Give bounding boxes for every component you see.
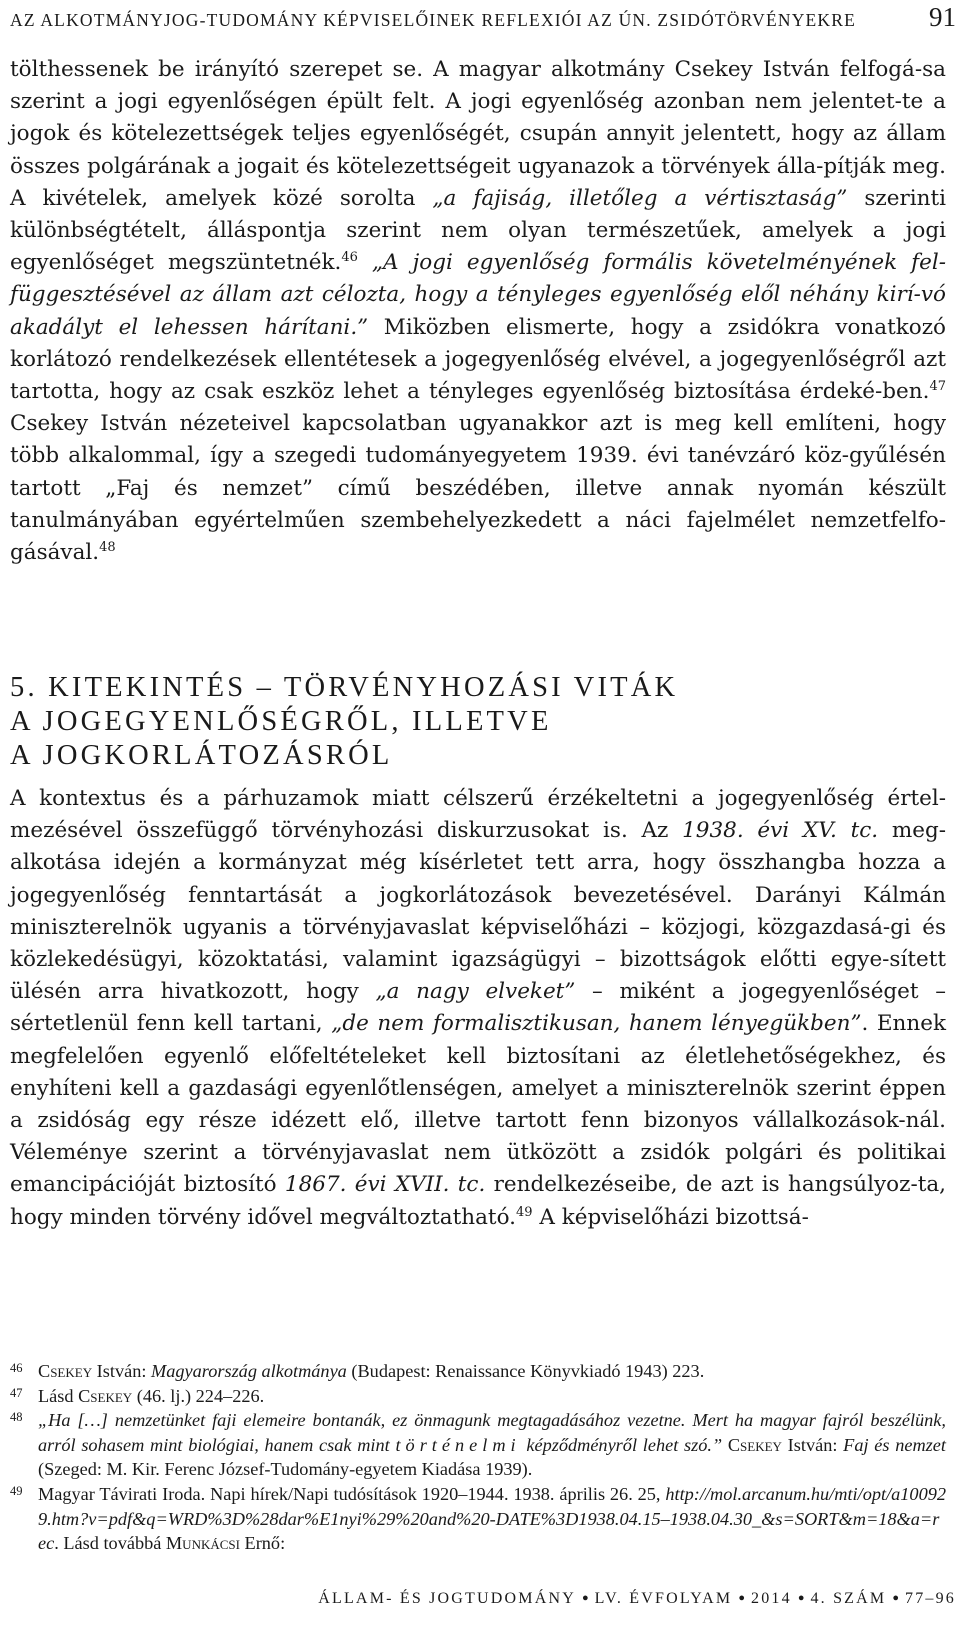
text-run: (Szeged: M. Kir. Ferenc József-Tudomány-egyetem Kiadása 1939). [38,1459,533,1480]
text-run: meg-alkotása idején a kormányzat még kísérletet tett arra, hogy összhangba hozza a jogegyenlőség fenntartását a jogkorlátozások bevezetésével. Darányi Kálmán miniszterelnök ugyanis a törvényjavaslat képviselőházi – közjogi, közgazdasá-gi és közlekedésügyi, közoktatási, valamint igazságügyi – bizottságok előtti egye-sített ülésén arra hivatkozott, hogy [10,818,946,1005]
author-name: Csekey [78,1385,133,1406]
footnote-ref-47[interactable]: 47 [929,379,946,395]
text-run: tölthessenek be irányító szerepet se. A magyar alkotmány Csekey István felfogá-sa szerint a jogi egyenlőségen épült felt. A jogi egyenlőség azonban nem jelentet-te a jogok és kötelezettségek teljes egyenlőségét, csupán annyit jelentett, hogy az állam összes polgárának a jogait és kötelezettségeit ugyanazok a törvények álla-pítják meg. A kivételek, amelyek közé sorolta [10,57,946,211]
footnote-49 [10,1482,946,1556]
footnote-48 [10,1408,946,1482]
author-name: Csekey [727,1434,782,1455]
body-paragraph-1 [10,54,946,569]
text-run: Csekey István nézeteivel kapcsolatban ugyanakkor azt is meg kell említeni, hogy több alkalommal, így a szegedi tudományegyetem 1939. évi tanévzáró köz-gyűlésén tartott „Faj és nemzet” című beszédében, illetve annak nyomán készült tanulmányában egyértelműen szembehelyezkedett a náci fajelmélet nemzetfelfo-gásával. [10,411,946,566]
bullet-separator: ● [797,1592,805,1604]
section-heading-line: A JOGKORLÁTOZÁSRÓL [10,740,393,771]
quote-italic: „Ha […] nemzetünket faji elemeire bontanák, ez önmagunk megtagadásához vezetne. Mert ha magyar fajról beszélünk, arról sohasem mint biológiai, hanem csak mint [38,1410,946,1455]
footnote-number: 47 [10,1385,23,1400]
text-run: rendelkezéseibe, de azt is hangsúlyoz-ta, hogy minden törvény idővel megváltoztatható. [10,1172,946,1230]
book-title: Faj és nemzet [843,1434,946,1455]
bullet-separator: ● [581,1592,589,1604]
footnote-number: 49 [10,1483,23,1498]
book-title: Magyarország alkotmánya [151,1361,347,1381]
text-run: . Ennek megfelelően egyenlő előfeltételeket kell biztosítani az életlehetőségekhez, és enyhíteni kell a gazdasági egyenlőtlenségen, amelyet a miniszterelnök szerint éppen a zsidóság egy része idézett elő, illetve tartott fenn bizonyos vállalkozások-nál. Véleménye szerint a törvényjavaslat nem ütközött a zsidók polgári és politikai emancipációját biztosító [10,1011,946,1198]
quote-italic: „a nagy elveket” [375,979,576,1005]
page-number: 91 [929,2,956,32]
text-run: István: [92,1361,151,1381]
footnote-46 [10,1359,946,1384]
bullet-separator: ● [892,1592,899,1604]
text-run: . Lásd továbbá [54,1533,166,1554]
text-run: Miközben elismerte, hogy a zsidókra vonatkozó korlátozó rendelkezések ellentétesek a jogegyenlőség elvével, a jogegyenlőségről azt tartotta, hogy az csak eszköz lehet a tényleges egyenlőség biztosítása érdeké-ben. [10,314,946,405]
quote-italic: „de nem formalisztikusan, hanem lényegükben” [331,1011,862,1037]
year-label: 2014 [751,1590,792,1607]
text-run: István: [781,1434,844,1455]
running-head-title: AZ ALKOTMÁNYJOG-TUDOMÁNY KÉPVISELŐINEK REFLEXIÓI AZ ÚN. ZSIDÓTÖRVÉNYEKRE [10,10,857,30]
quote-italic: „A jogi egyenlőség formális követelményének fel-függesztésével az állam azt célozta, hogy a tényleges egyenlőség elől néhány kirí-vó akadályt el lehessen hárítani.” [10,250,947,340]
text-run: (Budapest: Renaissance Könyvkiadó 1943) 223. [346,1361,705,1381]
quote-italic: „a fajiság, illetőleg a vértisztaság” [432,185,848,211]
source-url-link[interactable]: http://mol.arcanum.hu/mti/opt/a100929.htm?v=pdf&q=WRD%3D%28dar%E1nyi%29%20and%20-DATE%3D1938.04.15–1938.04.30_&s=SORT&m=18&a=rec [38,1483,946,1554]
footnote-ref-46[interactable]: 46 [341,250,358,266]
running-foot [318,1590,956,1616]
author-name: Munkácsi [165,1533,240,1554]
body-paragraph-2 [10,783,946,1234]
volume-label: LV. ÉVFOLYAM [594,1590,733,1607]
text-run: A kontextus és a párhuzamok miatt célszerű érzékeltetni a jogegyenlőség értel-mezésével összefüggő törvényhozási diskurzusokat is. Az [10,786,946,844]
journal-name: ÁLLAM- ÉS JOGTUDOMÁNY [318,1590,576,1607]
text-run: – miként a jogegyenlőséget – sértetlenül fenn kell tartani, [10,979,947,1037]
page-range: 77–96 [905,1590,956,1607]
text-run: (46. lj.) 224–226. [132,1385,265,1406]
text-run: Magyar Távirati Iroda. Napi hírek/Napi tudósítások 1920–1944. 1938. április 26. 25, [38,1483,666,1504]
issue-label: 4. SZÁM [810,1590,887,1607]
section-heading-line: A JOGEGYENLŐSÉGRŐL, ILLETVE [10,706,552,737]
section-heading-line: 5. KITEKINTÉS – TÖRVÉNYHOZÁSI VITÁK [10,672,679,703]
footnote-47 [10,1384,946,1409]
author-name: Csekey [38,1361,93,1381]
footnote-number: 48 [10,1410,23,1425]
bullet-separator: ● [738,1592,746,1604]
footnotes [10,1359,946,1556]
footnote-ref-49[interactable]: 49 [515,1204,533,1220]
spaced-emphasis: történelmi [395,1434,521,1455]
running-head [10,4,960,34]
law-citation: 1938. évi XV. tc. [682,818,879,844]
text-run: Ernő: [239,1533,286,1554]
quote-italic: képződményről lehet szó.” [520,1434,723,1455]
text-run: Lásd [38,1385,79,1406]
footnote-number: 46 [10,1361,23,1375]
text-run: A képviselőházi bizottsá- [532,1204,809,1230]
law-citation: 1867. évi XVII. tc. [284,1172,486,1198]
text-run: szerinti különbségtételt, álláspontja szerint nem olyan természetűek, amelyek a jogi egyenlőséget megszüntetnék. [10,185,946,276]
section-heading [10,671,910,773]
footnote-ref-48[interactable]: 48 [99,540,116,556]
